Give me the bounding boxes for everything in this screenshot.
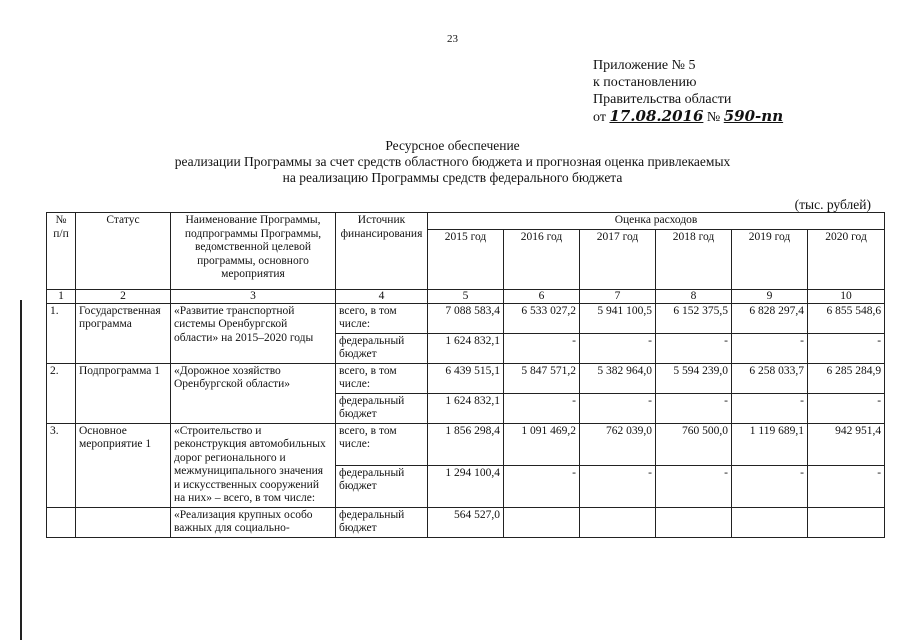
- value-cell: 564 527,0: [428, 507, 504, 537]
- appendix-number-sign: №: [706, 110, 721, 125]
- title-line-2: реализации Программы за счет средств областного бюджета и прогнозная оценка привлекаемых: [174, 154, 731, 169]
- title-line-3: на реализацию Программы средств федерального бюджета: [282, 170, 623, 185]
- value-cell: -: [656, 393, 732, 423]
- appendix-line-2: к постановлению: [593, 75, 697, 90]
- appendix-line-3: Правительства области: [593, 92, 732, 107]
- value-cell: 6 258 033,7: [732, 363, 808, 393]
- value-cell: -: [504, 333, 580, 363]
- row-status: Основное мероприятие 1: [76, 423, 171, 507]
- appendix-date-line: [593, 108, 783, 126]
- header-year: 2017 год: [580, 229, 656, 289]
- value-cell: 6 285 284,9: [808, 363, 885, 393]
- column-index: 5: [428, 289, 504, 303]
- row-source: федеральный бюджет: [336, 465, 428, 507]
- row-name: «Дорожное хозяйство Оренбургской области»: [171, 363, 336, 423]
- row-number: 3.: [47, 423, 76, 507]
- header-year: 2015 год: [428, 229, 504, 289]
- value-cell: 1 091 469,2: [504, 423, 580, 465]
- column-index: 1: [47, 289, 76, 303]
- row-number: 2.: [47, 363, 76, 423]
- value-cell: -: [504, 393, 580, 423]
- value-cell: [732, 507, 808, 537]
- appendix-block: [593, 57, 783, 126]
- handwritten-date: 17.08.2016: [609, 107, 704, 125]
- column-index-row: [47, 289, 885, 303]
- header-estimate: Оценка расходов: [428, 213, 885, 230]
- appendix-date-prefix: от: [593, 110, 606, 125]
- column-index: 4: [336, 289, 428, 303]
- handwritten-number: 590-пп: [723, 107, 784, 125]
- title-line-1: Ресурсное обеспечение: [385, 138, 520, 153]
- value-cell: 5 847 571,2: [504, 363, 580, 393]
- scan-left-edge: [20, 300, 22, 640]
- value-cell: -: [808, 465, 885, 507]
- value-cell: -: [656, 333, 732, 363]
- header-num: № п/п: [47, 213, 76, 290]
- document-title: [0, 138, 905, 186]
- value-cell: -: [808, 333, 885, 363]
- value-cell: 762 039,0: [580, 423, 656, 465]
- header-row-1: [47, 213, 885, 230]
- header-year: 2018 год: [656, 229, 732, 289]
- page-number: 23: [447, 33, 458, 45]
- value-cell: 1 856 298,4: [428, 423, 504, 465]
- column-index: 3: [171, 289, 336, 303]
- row-status: [76, 507, 171, 537]
- value-cell: -: [732, 393, 808, 423]
- header-name: Наименование Программы, подпрограммы Программы, ведомственной целевой программы, основного мероприятия: [171, 213, 336, 290]
- value-cell: -: [580, 333, 656, 363]
- table-row: [47, 303, 885, 333]
- row-name: «Развитие транспортной системы Оренбургской области» на 2015–2020 годы: [171, 303, 336, 363]
- value-cell: 5 941 100,5: [580, 303, 656, 333]
- value-cell: 5 594 239,0: [656, 363, 732, 393]
- value-cell: 760 500,0: [656, 423, 732, 465]
- value-cell: -: [504, 465, 580, 507]
- value-cell: -: [732, 465, 808, 507]
- row-name: «Реализация крупных особо важных для социально-: [171, 507, 336, 537]
- row-source: федеральный бюджет: [336, 393, 428, 423]
- column-index: 8: [656, 289, 732, 303]
- value-cell: 6 828 297,4: [732, 303, 808, 333]
- row-source: всего, в том числе:: [336, 363, 428, 393]
- value-cell: -: [808, 393, 885, 423]
- value-cell: 1 294 100,4: [428, 465, 504, 507]
- value-cell: [656, 507, 732, 537]
- value-cell: 1 624 832,1: [428, 393, 504, 423]
- value-cell: [504, 507, 580, 537]
- row-source: федеральный бюджет: [336, 333, 428, 363]
- value-cell: [580, 507, 656, 537]
- table-row: [47, 507, 885, 537]
- row-number: [47, 507, 76, 537]
- table-row: [47, 363, 885, 393]
- row-status: Государственная программа: [76, 303, 171, 363]
- value-cell: 1 624 832,1: [428, 333, 504, 363]
- value-cell: -: [580, 393, 656, 423]
- value-cell: 6 439 515,1: [428, 363, 504, 393]
- appendix-line-1: Приложение № 5: [593, 58, 696, 73]
- budget-table: [46, 212, 885, 538]
- row-name: «Строительство и реконструкция автомобильных дорог регионального и межмуниципального значения и искусственных сооружений на них» – всего, в том числе:: [171, 423, 336, 507]
- header-year: 2016 год: [504, 229, 580, 289]
- value-cell: -: [656, 465, 732, 507]
- column-index: 7: [580, 289, 656, 303]
- value-cell: -: [732, 333, 808, 363]
- value-cell: 6 855 548,6: [808, 303, 885, 333]
- column-index: 9: [732, 289, 808, 303]
- header-source: Источник финансирования: [336, 213, 428, 290]
- row-source: всего, в том числе:: [336, 423, 428, 465]
- value-cell: 7 088 583,4: [428, 303, 504, 333]
- column-index: 6: [504, 289, 580, 303]
- row-source: федеральный бюджет: [336, 507, 428, 537]
- column-index: 2: [76, 289, 171, 303]
- value-cell: 5 382 964,0: [580, 363, 656, 393]
- header-status: Статус: [76, 213, 171, 290]
- unit-label: (тыс. рублей): [794, 197, 871, 212]
- column-index: 10: [808, 289, 885, 303]
- row-status: Подпрограмма 1: [76, 363, 171, 423]
- value-cell: 6 152 375,5: [656, 303, 732, 333]
- row-number: 1.: [47, 303, 76, 363]
- header-year: 2019 год: [732, 229, 808, 289]
- value-cell: [808, 507, 885, 537]
- value-cell: -: [580, 465, 656, 507]
- value-cell: 6 533 027,2: [504, 303, 580, 333]
- value-cell: 942 951,4: [808, 423, 885, 465]
- row-source: всего, в том числе:: [336, 303, 428, 333]
- value-cell: 1 119 689,1: [732, 423, 808, 465]
- header-year: 2020 год: [808, 229, 885, 289]
- table-row: [47, 423, 885, 465]
